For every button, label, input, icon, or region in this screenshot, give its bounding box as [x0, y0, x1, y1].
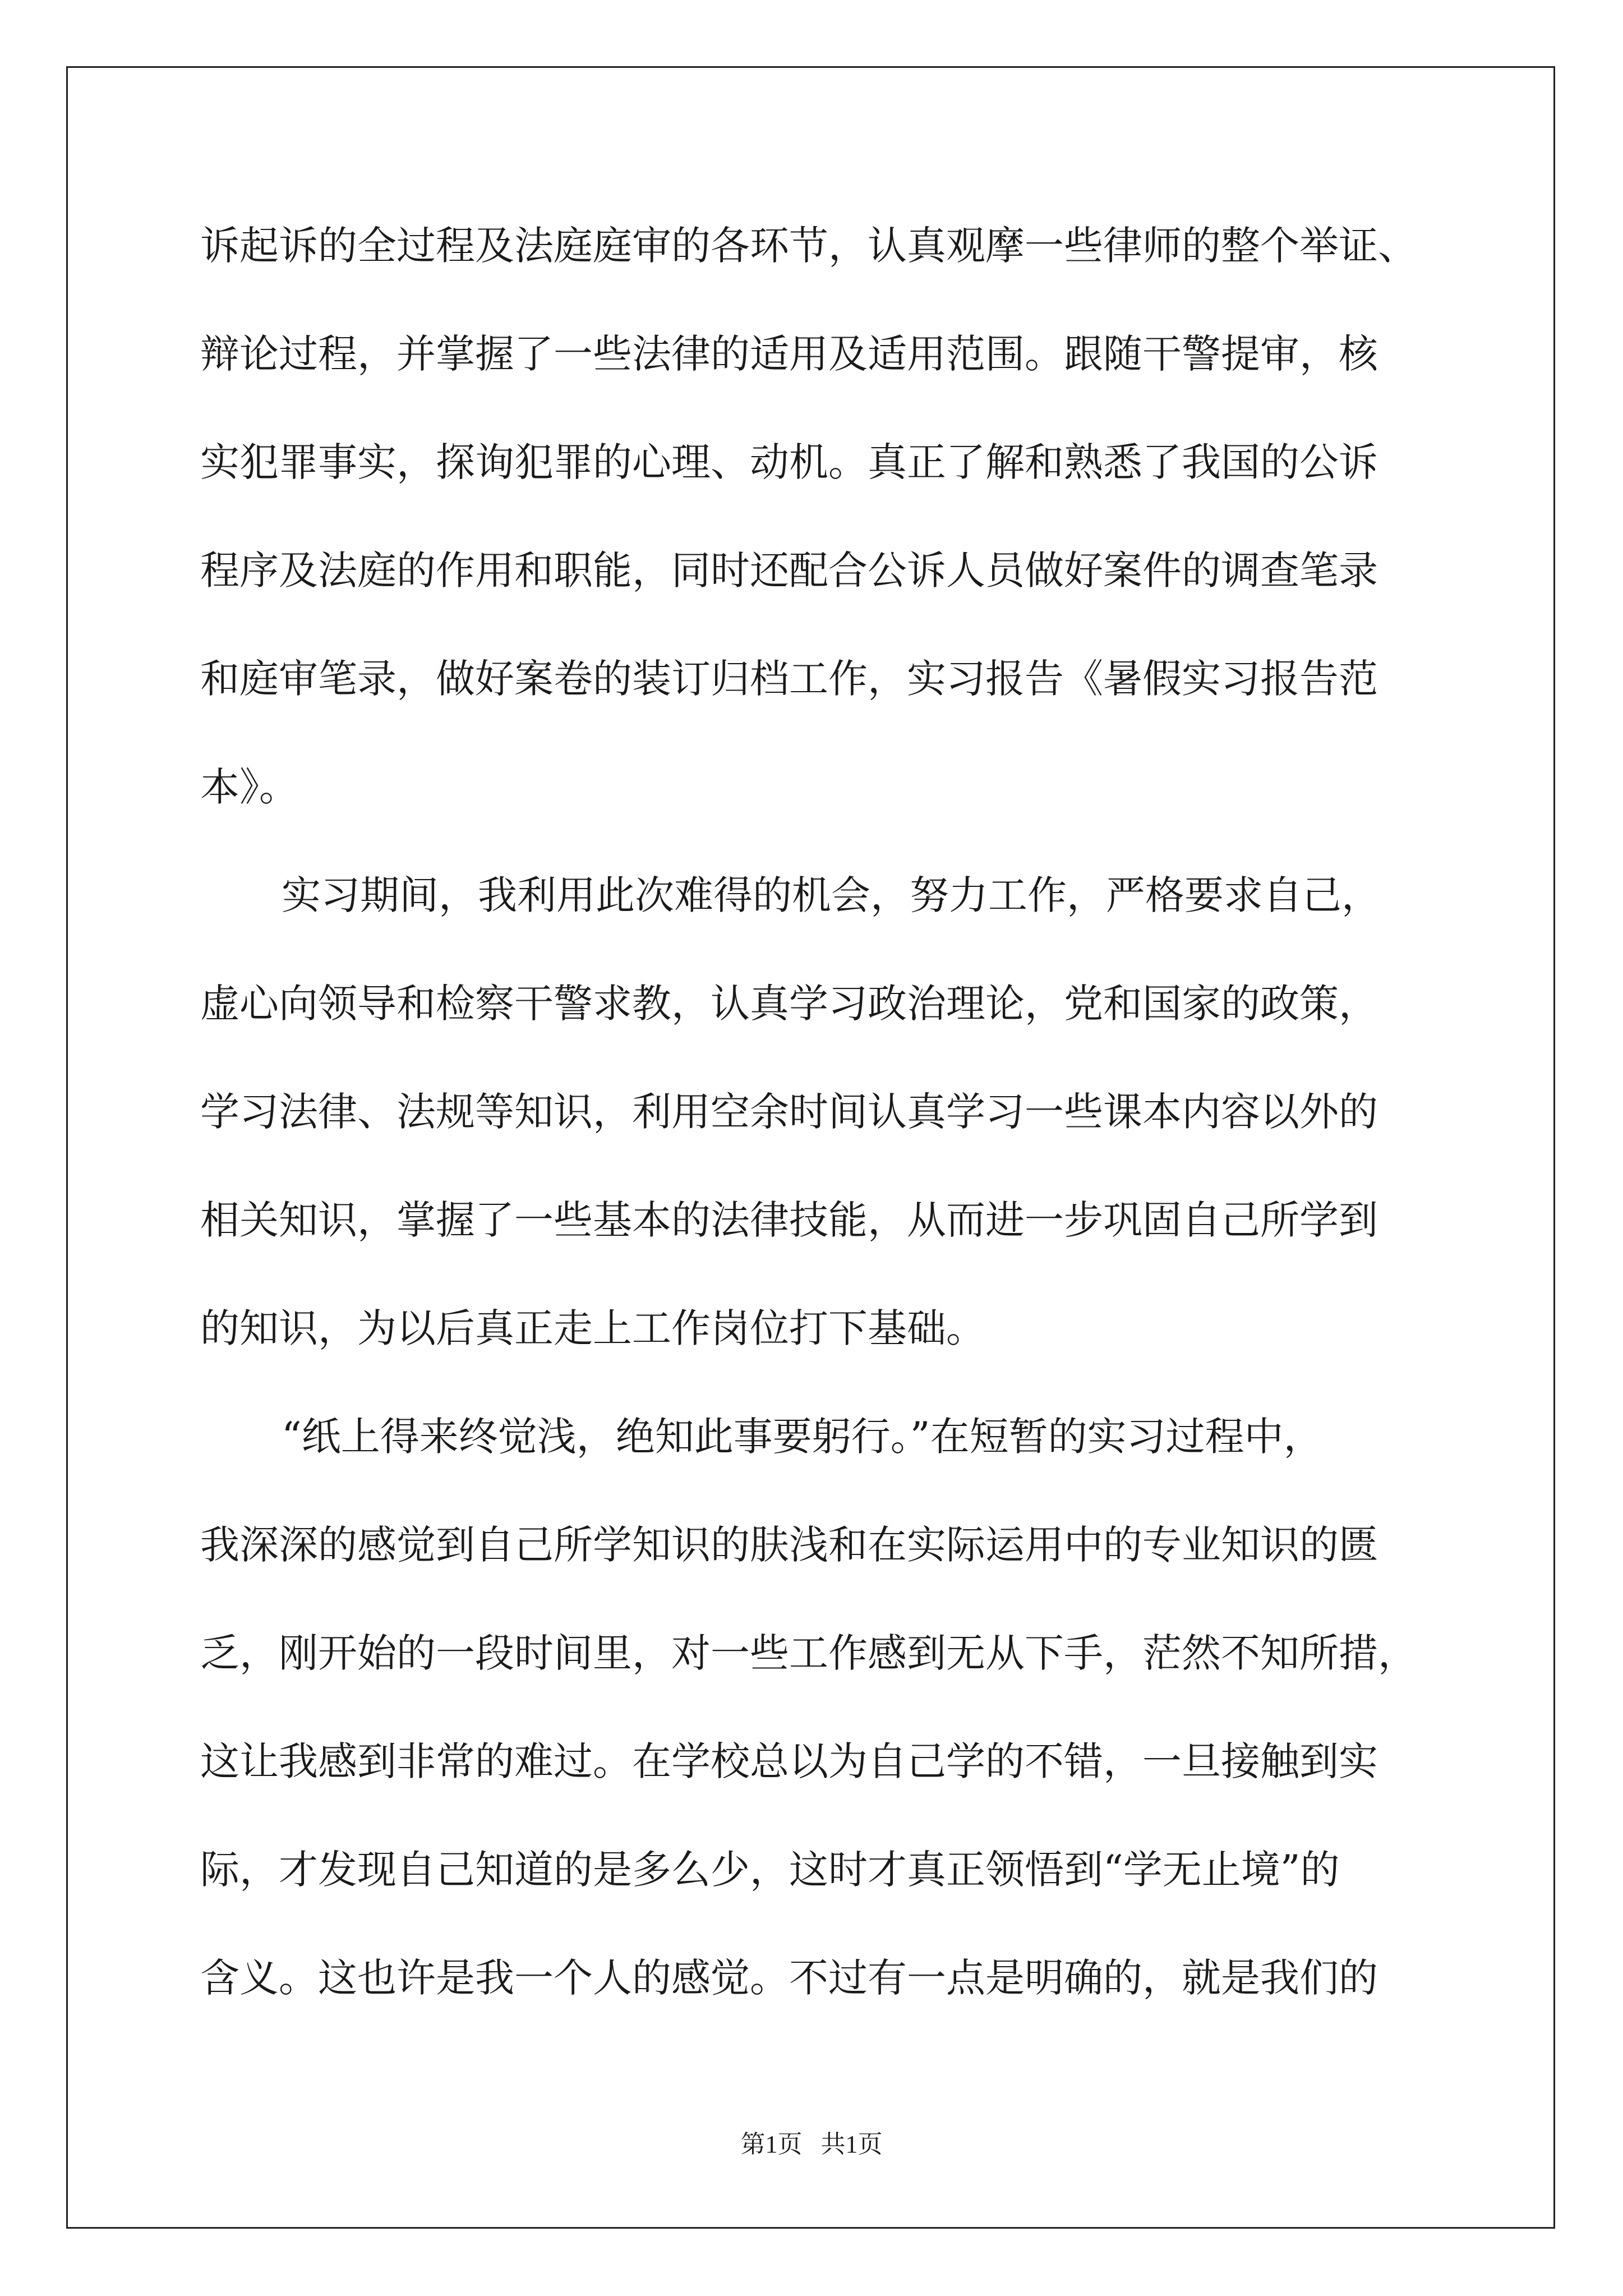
text-line: 和庭审笔录，做好案卷的装订归档工作，实习报告《暑假实习报告范 [200, 656, 1378, 702]
text-line: 际，才发现自己知道的是多么少，这时才真正领悟到“学无止境”的 [200, 1847, 1340, 1893]
text-line: 辩论过程，并掌握了一些法律的适用及适用范围。跟随干警提审，核 [200, 331, 1378, 377]
text-line: 学习法律、法规等知识，利用空余时间认真学习一些课本内容以外的 [200, 1089, 1378, 1135]
text-line: 乏，刚开始的一段时间里，对一些工作感到无从下手，茫然不知所措， [200, 1630, 1417, 1676]
page-footer: 第1页 共1页 [740, 2131, 883, 2158]
text-line: 本》。 [200, 764, 298, 810]
text-line: “纸上得来终觉浅，绝知此事要躬行。”在短暂的实习过程中， [282, 1414, 1323, 1460]
text-line: 虚心向领导和检察干警求教，认真学习政治理论，党和国家的政策， [200, 981, 1378, 1027]
page-border [66, 66, 1555, 2229]
text-line: 实犯罪事实，探询犯罪的心理、动机。真正了解和熟悉了我国的公诉 [200, 439, 1378, 485]
text-line: 的知识，为以后真正走上工作岗位打下基础。 [200, 1305, 985, 1351]
text-line: 含义。这也许是我一个人的感觉。不过有一点是明确的，就是我们的 [200, 1955, 1378, 2001]
text-line: 相关知识，掌握了一些基本的法律技能，从而进一步巩固自己所学到 [200, 1197, 1378, 1243]
text-line: 诉起诉的全过程及法庭庭审的各环节，认真观摩一些律师的整个举证、 [200, 223, 1417, 269]
text-line: 我深深的感觉到自己所学知识的肤浅和在实际运用中的专业知识的匮 [200, 1522, 1378, 1568]
text-line: 这让我感到非常的难过。在学校总以为自己学的不错，一旦接触到实 [200, 1738, 1378, 1784]
text-line: 程序及法庭的作用和职能，同时还配合公诉人员做好案件的调查笔录 [200, 547, 1378, 593]
text-line: 实习期间，我利用此次难得的机会，努力工作，严格要求自己， [282, 872, 1381, 918]
